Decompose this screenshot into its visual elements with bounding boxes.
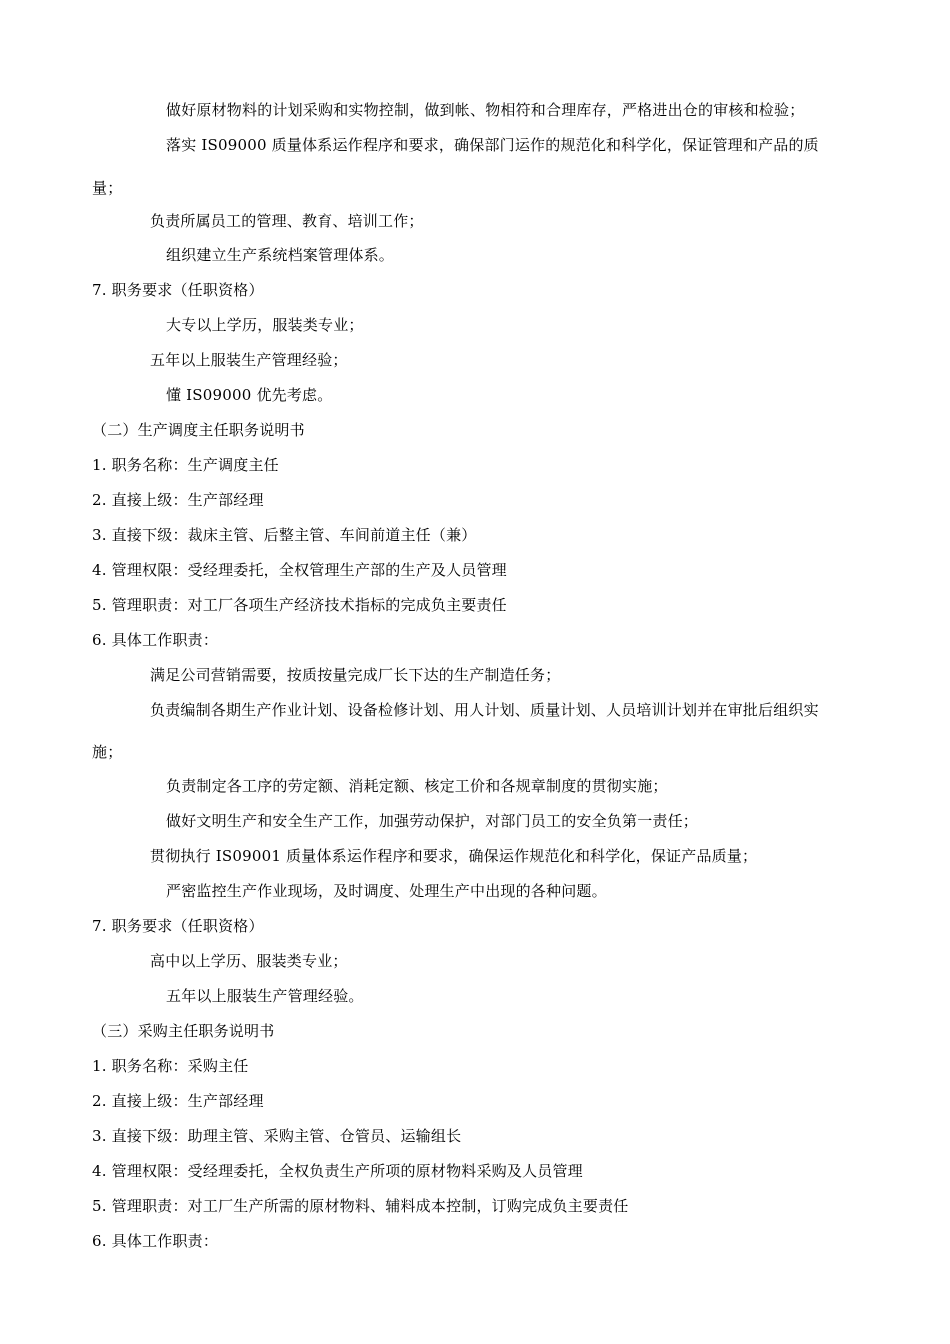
text-line: 负责编制各期生产作业计划、设备检修计划、用人计划、质量计划、人员培训计划并在审批后组织实 [150, 701, 819, 719]
text-line: 4. 管理权限：受经理委托，全权负责生产所项的原材物料采购及人员管理 [92, 1162, 583, 1180]
section-heading: 6. 具体工作职责： [92, 1232, 219, 1250]
text-line: 3. 直接下级：助理主管、采购主管、仓管员、运输组长 [92, 1127, 462, 1145]
text-line: 2. 直接上级：生产部经理 [92, 491, 264, 509]
text-line: 3. 直接下级：裁床主管、后整主管、车间前道主任（兼） [92, 526, 477, 544]
text-line: 1. 职务名称：采购主任 [92, 1057, 249, 1075]
section-heading: 7. 职务要求（任职资格） [92, 281, 264, 299]
text-line: 落实 IS09000 质量体系运作程序和要求，确保部门运作的规范化和科学化，保证管理和产品的质 [166, 136, 819, 154]
text-line: 贯彻执行 IS09001 质量体系运作程序和要求，确保运作规范化和科学化，保证产品质量； [150, 847, 758, 865]
section-title: （三）采购主任职务说明书 [92, 1022, 275, 1040]
section-title: （二）生产调度主任职务说明书 [92, 421, 305, 439]
text-line: 组织建立生产系统档案管理体系。 [166, 246, 395, 264]
section-heading: 6. 具体工作职责： [92, 631, 219, 649]
text-line: 施； [92, 743, 123, 761]
text-line: 懂 IS09000 优先考虑。 [166, 386, 333, 404]
text-line: 5. 管理职责：对工厂各项生产经济技术指标的完成负主要责任 [92, 596, 507, 614]
text-line: 满足公司营销需要，按质按量完成厂长下达的生产制造任务； [150, 666, 561, 684]
text-line: 2. 直接上级：生产部经理 [92, 1092, 264, 1110]
text-line: 大专以上学历，服装类专业； [166, 316, 364, 334]
text-line: 1. 职务名称：生产调度主任 [92, 456, 279, 474]
text-line: 做好文明生产和安全生产工作，加强劳动保护，对部门员工的安全负第一责任； [166, 812, 699, 830]
text-line: 负责制定各工序的劳定额、消耗定额、核定工价和各规章制度的贯彻实施； [166, 777, 668, 795]
text-line: 负责所属员工的管理、教育、培训工作； [150, 212, 424, 230]
text-line: 量； [92, 179, 123, 197]
text-line: 5. 管理职责：对工厂生产所需的原材物料、辅料成本控制，订购完成负主要责任 [92, 1197, 629, 1215]
text-line: 五年以上服装生产管理经验； [150, 351, 348, 369]
text-line: 做好原材物料的计划采购和实物控制，做到帐、物相符和合理库存，严格进出仓的审核和检验； [166, 101, 805, 119]
text-line: 严密监控生产作业现场，及时调度、处理生产中出现的各种问题。 [166, 882, 607, 900]
text-line: 4. 管理权限：受经理委托，全权管理生产部的生产及人员管理 [92, 561, 507, 579]
text-line: 高中以上学历、服装类专业； [150, 952, 348, 970]
section-heading: 7. 职务要求（任职资格） [92, 917, 264, 935]
text-line: 五年以上服装生产管理经验。 [166, 987, 364, 1005]
